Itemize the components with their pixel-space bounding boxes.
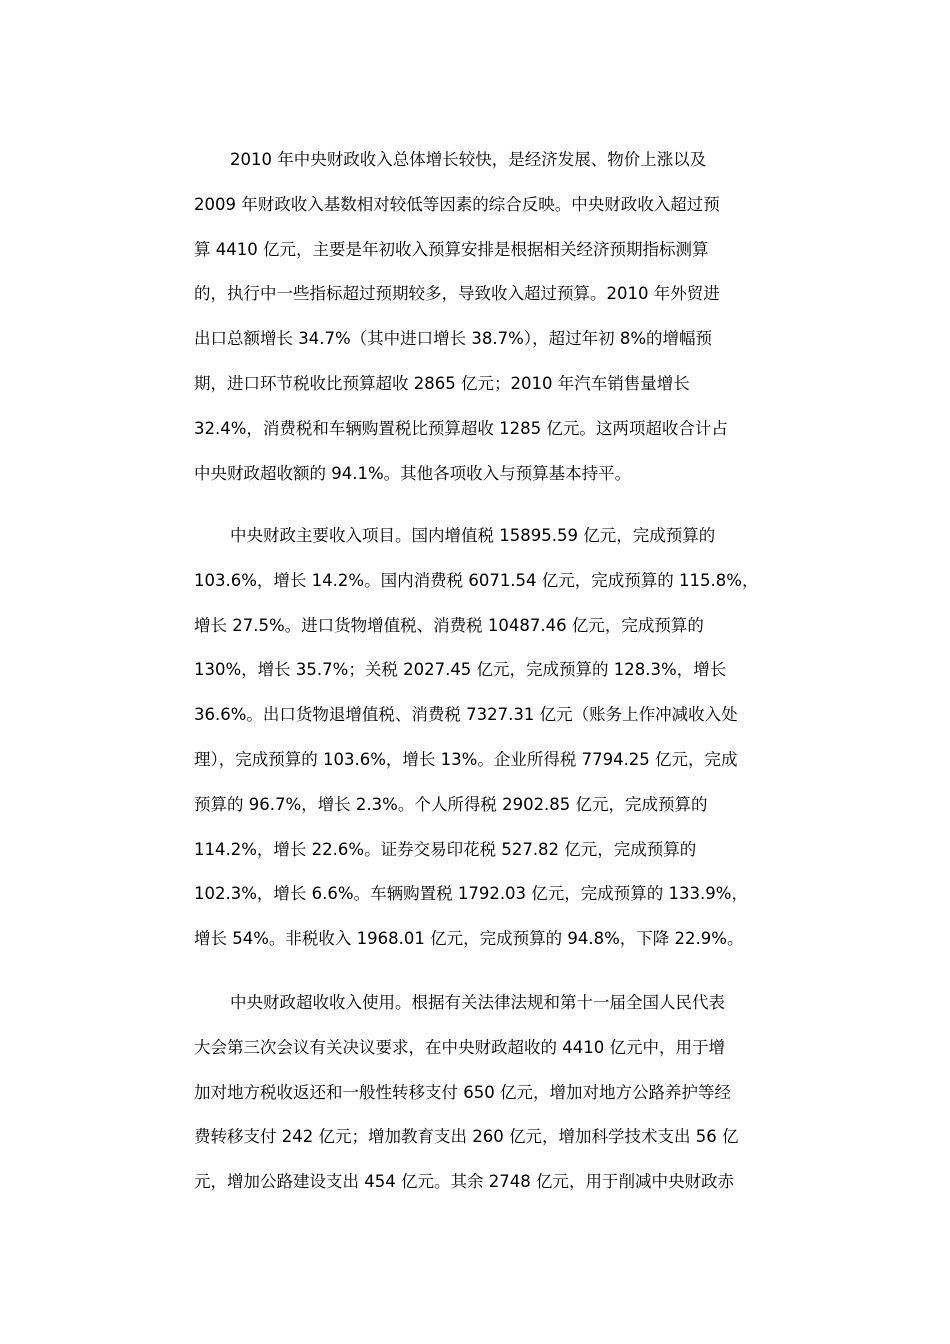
text-line: 的，执行中一些指标超过预期较多，导致收入超过预算。2010 年外贸进 [194, 284, 720, 304]
paragraph-revenue-growth [194, 138, 774, 496]
text-line: 中央财政超收额的 94.1%。其他各项收入与预算基本持平。 [194, 463, 632, 483]
text-line: 114.2%，增长 22.6%。证券交易印花税 527.82 亿元，完成预算的 [194, 839, 697, 859]
text-line: 36.6%。出口货物退增值税、消费税 7327.31 亿元（账务上作冲减收入处 [194, 705, 738, 725]
paragraph-surplus-usage [194, 981, 774, 1205]
text-line: 130%，增长 35.7%；关税 2027.45 亿元，完成预算的 128.3%，增长 [194, 660, 727, 680]
text-line: 2009 年财政收入基数相对较低等因素的综合反映。中央财政收入超过预 [194, 194, 720, 214]
text-line: 中央财政主要收入项目。国内增值税 15895.59 亿元，完成预算的 [230, 526, 716, 545]
text-line: 算 4410 亿元，主要是年初收入预算安排是根据相关经济预期指标测算 [194, 239, 709, 259]
text-line: 加对地方税收返还和一般性转移支付 650 亿元，增加对地方公路养护等经 [194, 1082, 731, 1102]
text-line: 2010 年中央财政收入总体增长较快，是经济发展、物价上涨以及 [230, 150, 707, 169]
text-line: 中央财政超收收入使用。根据有关法律法规和第十一届全国人民代表 [230, 993, 725, 1012]
text-line: 32.4%，消费税和车辆购置税比预算超收 1285 亿元。这两项超收合计占 [194, 418, 728, 438]
text-line: 102.3%，增长 6.6%。车辆购置税 1792.03 亿元，完成预算的 133.9%， [194, 884, 748, 904]
text-line: 大会第三次会议有关决议要求，在中央财政超收的 4410 亿元中，用于增 [194, 1037, 725, 1057]
paragraph-main-revenue-items [194, 514, 774, 962]
text-line: 理），完成预算的 103.6%，增长 13%。企业所得税 7794.25 亿元，完成 [194, 749, 738, 769]
text-line: 元，增加公路建设支出 454 亿元。其余 2748 亿元，用于削减中央财政赤 [194, 1172, 734, 1192]
text-line: 出口总额增长 34.7%（其中进口增长 38.7%），超过年初 8%的增幅预 [194, 329, 712, 349]
text-line: 增长 27.5%。进口货物增值税、消费税 10487.46 亿元，完成预算的 [194, 615, 704, 635]
text-line: 期，进口环节税收比预算超收 2865 亿元；2010 年汽车销售量增长 [194, 373, 690, 393]
text-line: 费转移支付 242 亿元；增加教育支出 260 亿元，增加科学技术支出 56 亿 [194, 1127, 739, 1147]
text-line: 103.6%，增长 14.2%。国内消费税 6071.54 亿元，完成预算的 115.8%， [194, 570, 759, 590]
text-line: 增长 54%。非税收入 1968.01 亿元，完成预算的 94.8%，下降 22.9%。 [194, 929, 744, 949]
text-line: 预算的 96.7%，增长 2.3%。个人所得税 2902.85 亿元，完成预算的 [194, 794, 708, 814]
